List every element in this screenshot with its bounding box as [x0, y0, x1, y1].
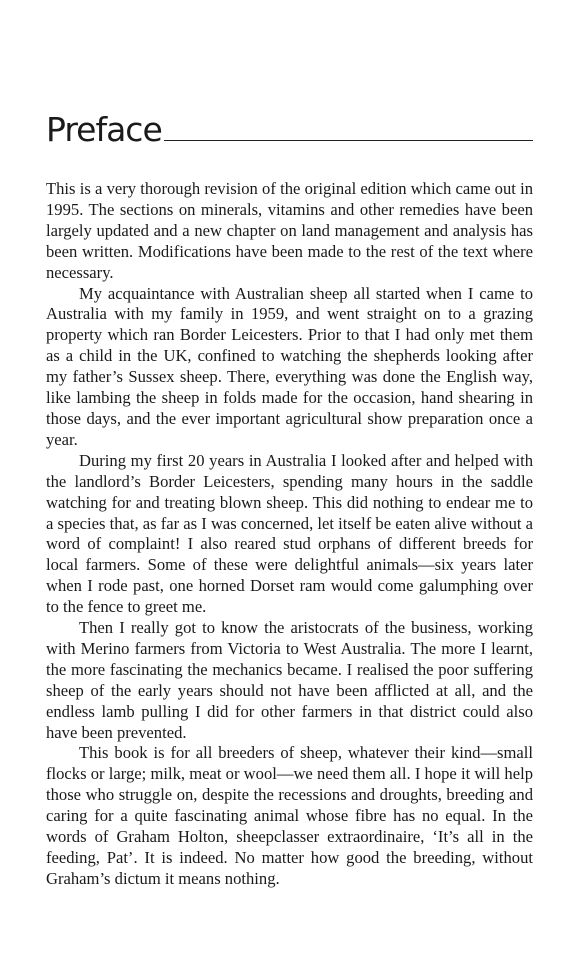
preface-body: [46, 179, 533, 890]
paragraph: My acquaintance with Australian sheep all started when I came to Australia with my family in 1959, and went straight on to a grazing property which ran Border Leicesters. Prior to that I had only met them as a child in the UK, confined to watching the shepherds looking after my father’s Sussex sheep. There, everything was done the English way, like lambing the sheep in folds made for the occasion, hand shearing in those days, and the ever important agricultural show preparation once a year.: [46, 283, 533, 449]
page-title: Preface: [46, 110, 162, 149]
paragraph: This book is for all breeders of sheep, whatever their kind—small flocks or large; milk, meat or wool—we need them all. I hope it will help those who struggle on, despite the recessions and droughts, breeding and caring for a quite fascinating animal whose fibre has no equal. In the words of Graham Holton, sheepclasser extraordinaire, ‘It’s all in the feeding, Pat’. It is indeed. No matter how good the breeding, without Graham’s dictum it means nothing.: [46, 743, 533, 888]
paragraph: Then I really got to know the aristocrats of the business, working with Merino farmers from Victoria to West Australia. The more I learnt, the more fascinating the mechanics became. I realised the poor suffering sheep of the early years should not have been afflicted at all, and the endless lamb pulling I did for other farmers in that district could also have been prevented.: [46, 618, 533, 742]
paragraph: This is a very thorough revision of the original edition which came out in 1995. The sections on minerals, vitamins and other remedies have been largely updated and a new chapter on land management and analysis has been written. Modifications have been made to the rest of the text where necessary.: [46, 179, 533, 282]
paragraph: During my first 20 years in Australia I looked after and helped with the landlord’s Border Leicesters, spending many hours in the saddle watching for and treating blown sheep. This did nothing to endear me to a species that, as far as I was concerned, let itself be eaten alive without a word of complaint! I also reared stud orphans of different breeds for local farmers. Some of these were delightful animals—six years later when I rode past, one horned Dorset ram would come galumphing over to the fence to greet me.: [46, 450, 534, 617]
heading-rule: [46, 102, 533, 149]
